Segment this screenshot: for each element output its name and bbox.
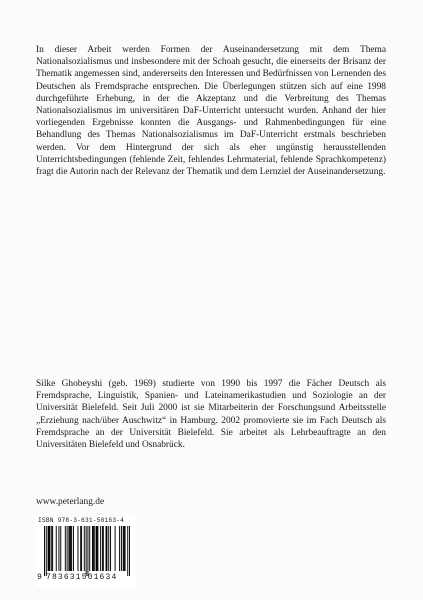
isbn-barcode [36,517,136,587]
barcode-bar [56,526,57,571]
barcode-bar [52,526,53,571]
barcode-bar [73,526,74,571]
barcode-bar [58,526,59,571]
barcode-bar [119,526,120,571]
barcode-bar [81,526,82,571]
barcode-bar [89,526,90,571]
barcode-bar [102,526,103,571]
barcode-bar [87,526,88,576]
barcode-bar [49,526,50,571]
barcode-bar [60,526,61,571]
isbn-label: ISBN 978-3-631-50163-4 [38,517,125,524]
barcode-bar [71,526,72,571]
barcode-bar [121,526,122,571]
barcode-bar [106,526,107,571]
publisher-website: www.peterlang.de [36,497,105,507]
barcode-bar [44,526,45,576]
barcode-bar [129,526,130,576]
barcode-bar [94,526,95,571]
barcode-bar [125,526,126,571]
barcode-bar [110,526,111,571]
barcode-bar [84,526,85,571]
barcode-bar [48,526,49,571]
barcode-bar [97,526,98,571]
barcode-bar [86,526,87,576]
barcode-bar [93,526,94,571]
barcode-bars [44,526,130,576]
barcode-bar [46,526,47,576]
barcode-bar [100,526,101,571]
barcode-bar [123,526,124,571]
barcode-bar [70,526,71,571]
barcode-bar [65,526,66,571]
barcode-bar [51,526,52,571]
ean-first-digit: 9 [37,573,42,582]
barcode-bar [77,526,78,571]
barcode-bar [92,526,93,571]
author-bio-paragraph: Silke Ghobeyshi (geb. 1969) studierte von 1990 bis 1997 die Fächer Deutsch als Fremdsprache, Linguistik, Spanien- und Lateinamerikastudien und Soziologie an der Universität Bielefeld. Seit Juli 2000 ist sie Mitarbeiterin der Forschungsund Arbeitsstelle „Erziehung nach/über Auschwitz“ in Hamburg. 2002 promovierte sie im Fach Deutsch als Fremdsprache an der Universität Bielefeld. Sie arbeitet als Lehrbeauftragte an den Universitäten Bielefeld und Osnabrück. [36,379,386,451]
barcode-bar [103,526,104,571]
barcode-bar [115,526,116,571]
barcode-bar [127,526,128,576]
ean-digits: 783631501634 [46,573,118,582]
barcode-bar [67,526,68,571]
barcode-bar [49,526,50,571]
barcode-bar [68,526,69,571]
barcode-bar [80,526,81,571]
barcode-bar [106,526,107,571]
barcode-bar [124,526,125,571]
barcode-bar [97,526,98,571]
barcode-bar [108,526,109,571]
barcode-bar [69,526,70,571]
barcode-bar [96,526,97,571]
abstract-paragraph: In dieser Arbeit werden Formen der Auseinandersetzung mit dem Thema Nationalsozialismus und insbesondere mit der Schoah gesucht, die einerseits der Brisanz der Thematik angemessen sind, andererseits den Interessen und Bedürfnissen von Lernenden des Deutschen als Fremdsprache entsprechen. Die Überlegungen stützen sich auf eine 1998 durchgeführte Erhebung, in der die Akzeptanz und die Verbreitung des Themas Nationalsozialismus im universitären DaF-Unterricht untersucht wurden. Anhand der hier vorliegenden Ergebnisse konnten die Ausgangs- und Rahmenbedingungen für eine Behandlung des Themas Nationalsozialismus im DaF-Unterricht erstmals beschrieben werden. Vor dem Hintergrund der sich als eher ungünstig herausstellenden Unterrichtsbedingungen (fehlende Zeit, fehlendes Lehrmaterial, fehlende Sprachkompetenz) fragt die Autorin nach der Relevanz der Thematik und dem Lernziel der Auseinandersetzung. [36,45,386,178]
